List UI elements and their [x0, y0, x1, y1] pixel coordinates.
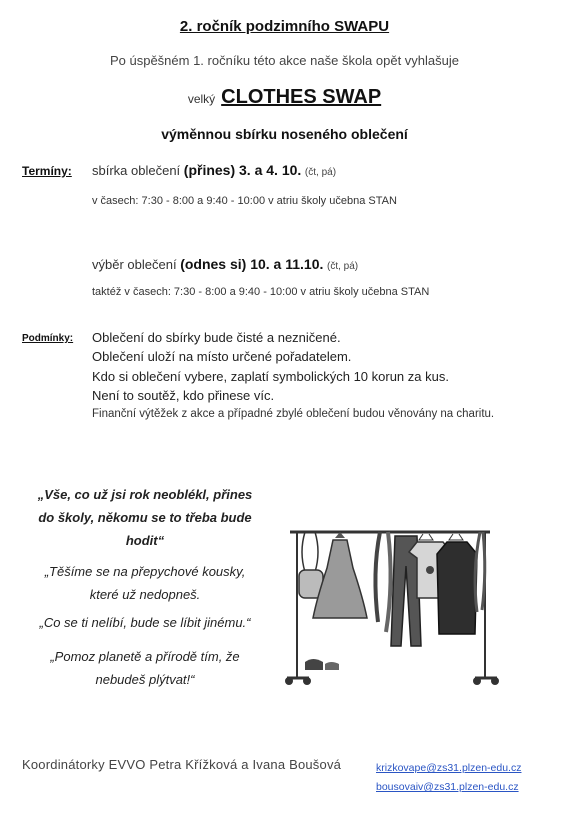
quote-1-line-1: „Vše, co už jsi rok neoblékl, přines: [37, 487, 253, 502]
quote-4: [18, 645, 272, 691]
swap-heading: [0, 86, 569, 109]
swap-prefix: velký: [187, 92, 216, 106]
swap-main-title: CLOTHES SWAP: [221, 86, 382, 108]
pickup-times: taktéž v časech: 7:30 - 8:00 a 9:40 - 10:00 v atriu školy učebna STAN: [92, 286, 430, 298]
pickup-bold: (odnes si) 10. a 11.10.: [180, 256, 324, 272]
podminky-label: Podmínky:: [22, 333, 74, 344]
quote-2-line-2: které už nedopneš.: [89, 587, 201, 602]
pickup-dates: [92, 256, 358, 272]
quote-1: [18, 483, 272, 552]
collect-prefix: sbírka oblečení: [92, 163, 181, 178]
quote-3: „Co se ti nelíbí, bude se líbit jinému.“: [39, 615, 251, 630]
page-title: 2. ročník podzimního SWAPU: [179, 18, 390, 35]
quote-1-line-3: hodit“: [125, 533, 165, 548]
collect-bold: (přines) 3. a 4. 10.: [183, 162, 302, 178]
condition-item: Není to soutěž, kdo přinese víc.: [92, 388, 275, 403]
email-link[interactable]: bousovaiv@zs31.plzen-edu.cz: [376, 781, 519, 793]
quote-2: [18, 560, 272, 606]
email-link[interactable]: krizkovape@zs31.plzen-edu.cz: [376, 762, 522, 774]
collect-times: v časech: 7:30 - 8:00 a 9:40 - 10:00 v atriu školy učebna STAN: [92, 195, 397, 207]
footer-coordinators: Koordinátorky EVVO Petra Křížková a Ivana Boušová: [22, 757, 342, 772]
condition-item: Oblečení uloží na místo určené pořadatelem.: [92, 349, 352, 364]
condition-item: Kdo si oblečení vybere, zaplatí symbolických 10 korun za kus.: [92, 369, 449, 384]
collect-dates: [92, 162, 336, 178]
quote-4-line-1: „Pomoz planetě a přírodě tím, že: [50, 649, 240, 664]
quote-4-line-2: nebudeš plýtvat!“: [95, 672, 195, 687]
quote-1-line-2: do školy, někomu se to třeba bude: [38, 510, 252, 525]
pickup-days: (čt, pá): [327, 261, 359, 272]
terminy-label: Termíny:: [22, 164, 72, 178]
pickup-prefix: výběr oblečení: [92, 257, 177, 272]
clothes-rack-illustration: [285, 510, 500, 690]
collect-days: (čt, pá): [304, 167, 337, 178]
quote-2-line-1: „Těšíme se na přepychové kousky,: [44, 564, 246, 579]
subtitle: výměnnou sbírku noseného oblečení: [161, 126, 408, 142]
intro-text: Po úspěšném 1. ročníku této akce naše škola opět vyhlašuje: [109, 53, 460, 68]
condition-item: Finanční výtěžek z akce a případné zbylé oblečení budou věnovány na charitu.: [92, 408, 495, 420]
condition-item: Oblečení do sbírky bude čisté a nezničené.: [92, 330, 341, 345]
